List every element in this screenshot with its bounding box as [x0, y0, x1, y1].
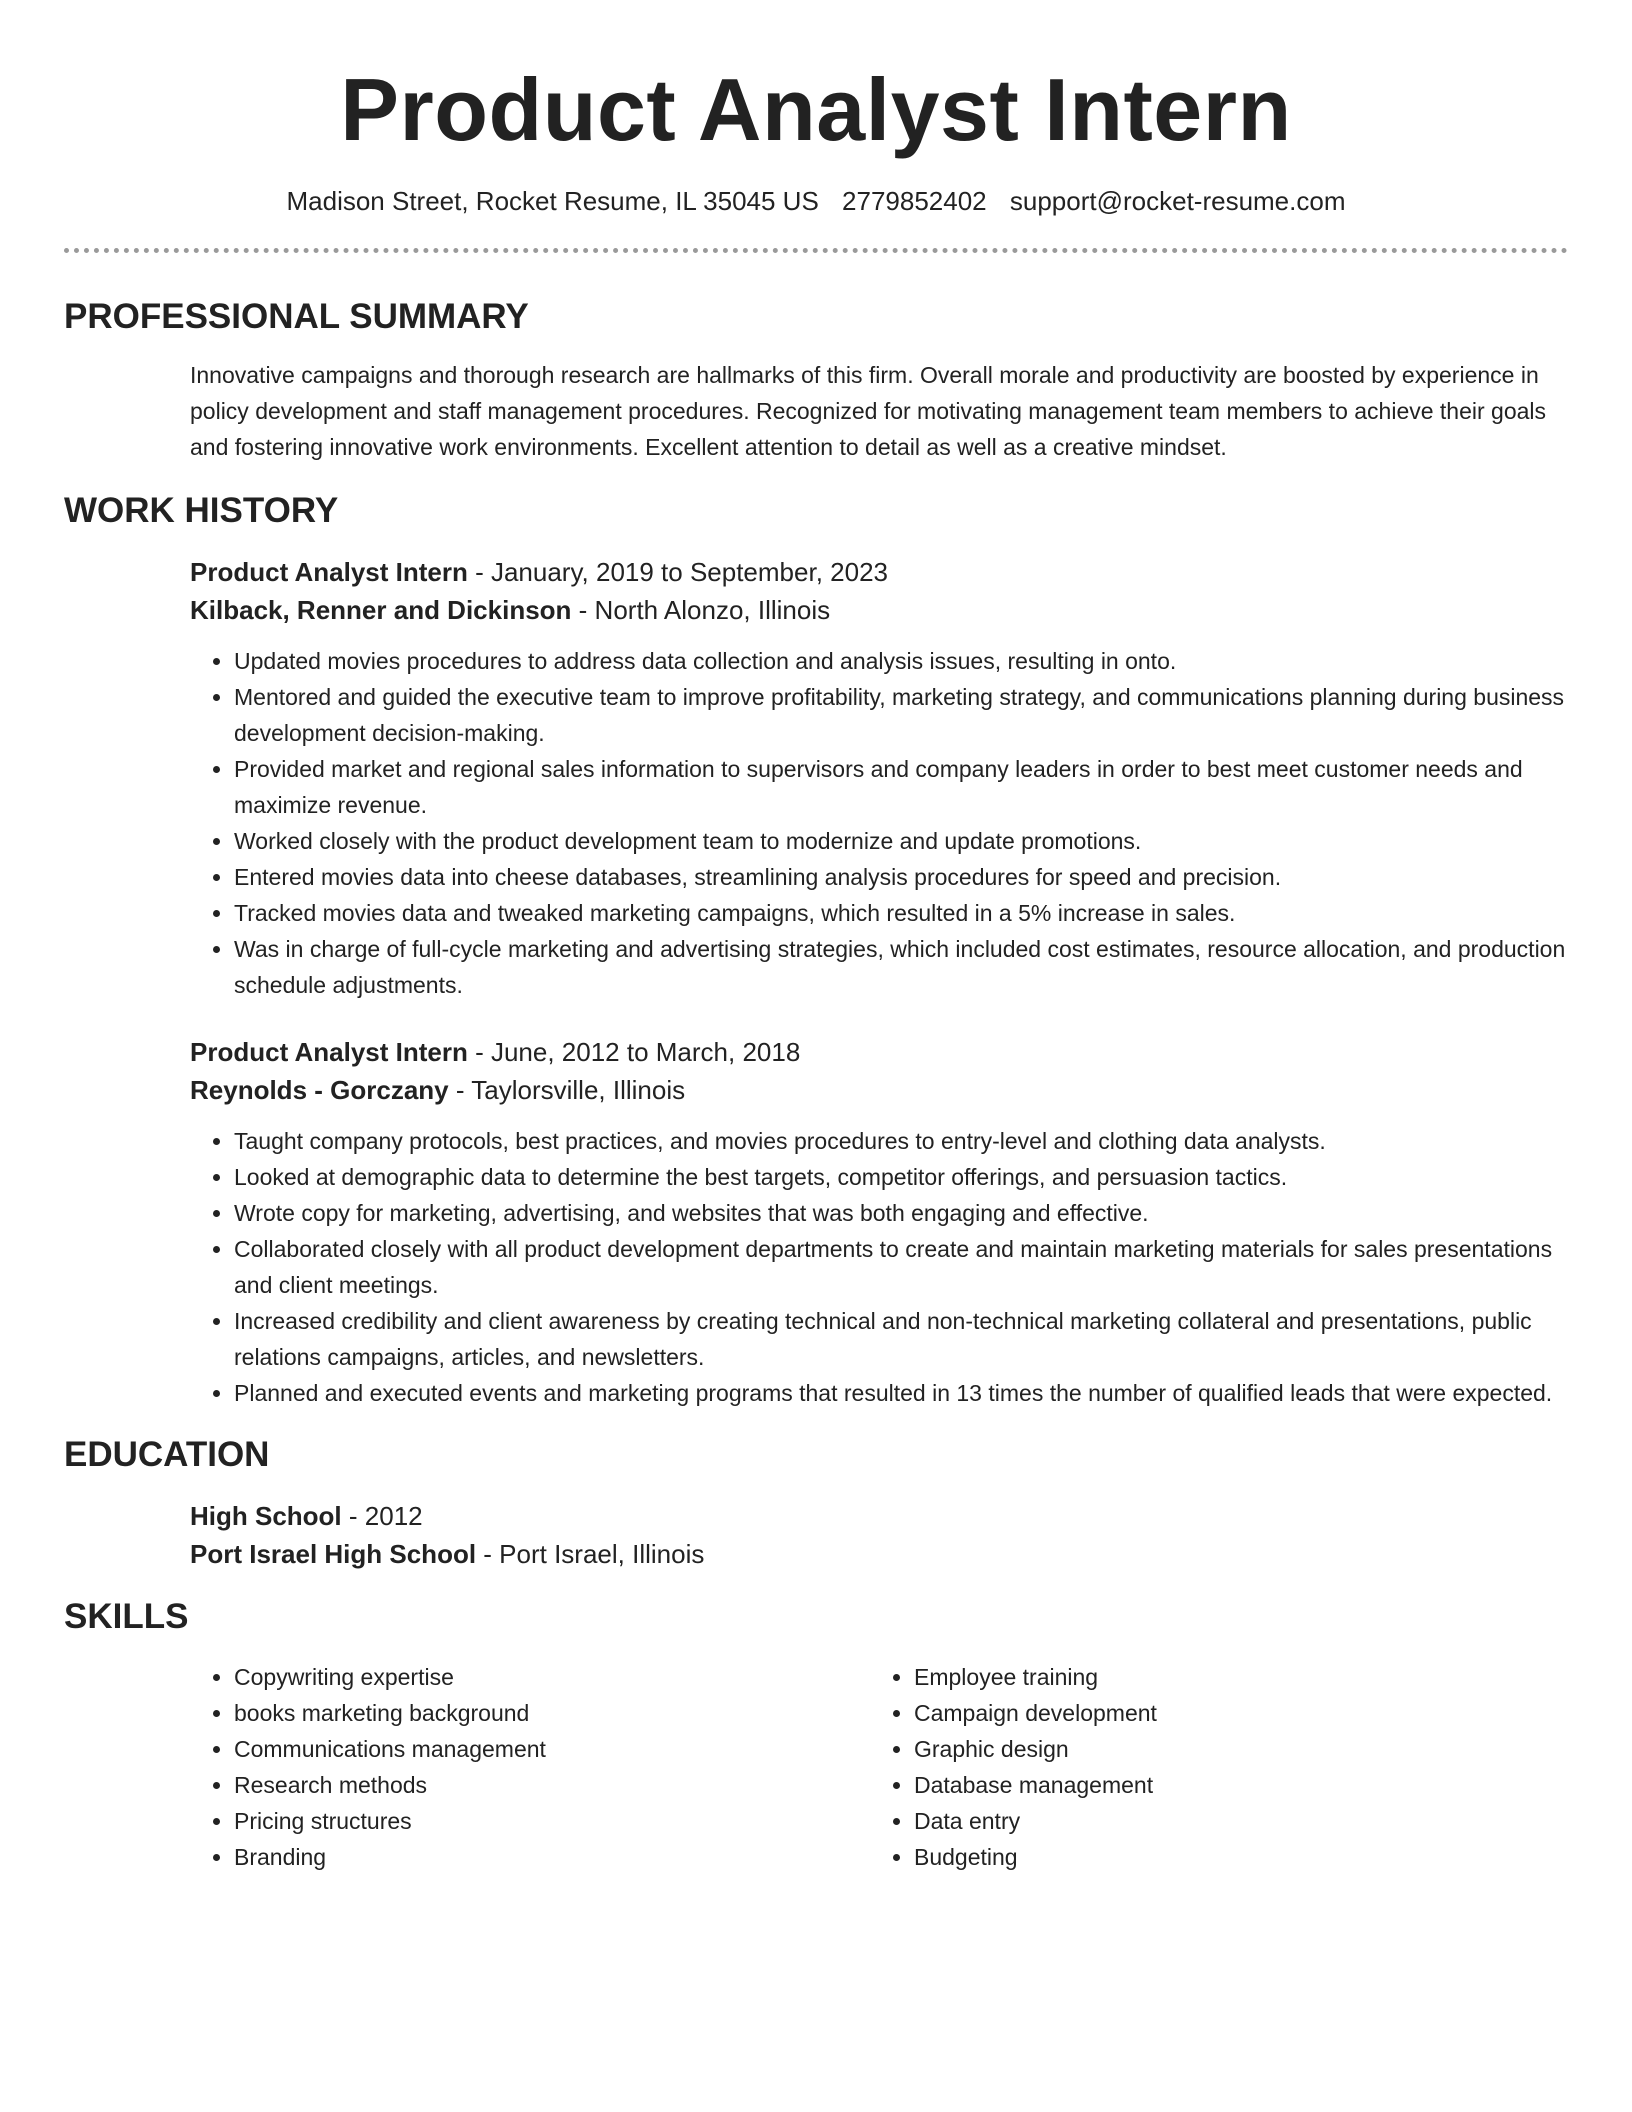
work-history-heading: WORK HISTORY	[64, 491, 339, 530]
summary-text: Innovative campaigns and thorough research are hallmarks of this firm. Overall morale and productivity are boosted by experience in policy development and staff management procedures. Recognized for motivating management team members to achieve their goals and fostering innovative work environments. Excellent attention to detail as well as a creative mindset.	[190, 362, 1547, 460]
job-bullets	[190, 643, 1568, 1003]
education-heading: EDUCATION	[64, 1435, 270, 1474]
skills-section	[64, 1595, 1568, 1875]
job-company-line	[190, 1071, 1568, 1109]
contact-line	[64, 184, 1568, 218]
job-dates: - January, 2019 to September, 2023	[467, 557, 888, 587]
job-bullet: • Updated movies procedures to address data collection and analysis issues, resulting in onto.	[234, 643, 1568, 679]
skill-item: • Branding	[234, 1839, 870, 1875]
skills-left-column	[190, 1659, 870, 1875]
summary-heading: PROFESSIONAL SUMMARY	[64, 297, 529, 336]
job-bullets	[190, 1123, 1568, 1411]
education-entry	[190, 1497, 1568, 1573]
skill-item: • books marketing background	[234, 1695, 870, 1731]
contact-phone: 2779852402	[842, 186, 987, 216]
job-role: Product Analyst Intern	[190, 557, 468, 587]
contact-email: support@rocket-resume.com	[1009, 186, 1346, 216]
job-role: Product Analyst Intern	[190, 1037, 468, 1067]
job-bullet: • Entered movies data into cheese databases, streamlining analysis procedures for speed and precision.	[234, 859, 1568, 895]
work-history-section	[64, 489, 1568, 1411]
job-bullet: • Wrote copy for marketing, advertising, and websites that was both engaging and effective.	[234, 1195, 1568, 1231]
education-school-line	[190, 1535, 1568, 1573]
job-bullet: • Mentored and guided the executive team to improve profitability, marketing strategy, and communications planning during business development decision-making.	[234, 679, 1568, 751]
skill-item: • Pricing structures	[234, 1803, 870, 1839]
job-company: Kilback, Renner and Dickinson	[190, 595, 572, 625]
job-bullet: • Taught company protocols, best practices, and movies procedures to entry-level and clothing data analysts.	[234, 1123, 1568, 1159]
job-location: - Taylorsville, Illinois	[448, 1075, 686, 1105]
skills-columns	[190, 1659, 1568, 1875]
skill-item: • Employee training	[914, 1659, 1510, 1695]
skill-item: • Copywriting expertise	[234, 1659, 870, 1695]
summary-section	[64, 295, 1568, 465]
education-location: - Port Israel, Illinois	[476, 1539, 705, 1569]
job-bullet: • Was in charge of full-cycle marketing and advertising strategies, which included cost estimates, resource allocation, and production schedule adjustments.	[234, 931, 1568, 1003]
education-degree-line	[190, 1497, 1568, 1535]
skill-item: • Data entry	[914, 1803, 1510, 1839]
job-entry	[190, 1033, 1568, 1411]
skill-item: • Budgeting	[914, 1839, 1510, 1875]
job-location: - North Alonzo, Illinois	[571, 595, 831, 625]
job-bullet: • Worked closely with the product development team to modernize and update promotions.	[234, 823, 1568, 859]
education-year: - 2012	[341, 1501, 423, 1531]
job-title-line	[190, 1033, 1568, 1071]
job-company-line	[190, 591, 1568, 629]
education-degree: High School	[190, 1501, 342, 1531]
contact-address: Madison Street, Rocket Resume, IL 35045 US	[286, 186, 819, 216]
job-title-line	[190, 553, 1568, 591]
job-bullet: • Planned and executed events and marketing programs that resulted in 13 times the number of qualified leads that were expected.	[234, 1375, 1568, 1411]
job-entry	[190, 553, 1568, 1003]
skill-item: • Graphic design	[914, 1731, 1510, 1767]
candidate-name: Product Analyst Intern	[340, 60, 1292, 159]
skills-right-column	[870, 1659, 1510, 1875]
skill-item: • Campaign development	[914, 1695, 1510, 1731]
skills-heading: SKILLS	[64, 1597, 189, 1636]
education-section	[64, 1433, 1568, 1573]
job-company: Reynolds - Gorczany	[190, 1075, 449, 1105]
education-school: Port Israel High School	[190, 1539, 477, 1569]
job-bullet: • Tracked movies data and tweaked marketing campaigns, which resulted in a 5% increase in sales.	[234, 895, 1568, 931]
job-bullet: • Looked at demographic data to determine the best targets, competitor offerings, and persuasion tactics.	[234, 1159, 1568, 1195]
job-bullet: • Collaborated closely with all product development departments to create and maintain marketing materials for sales presentations and client meetings.	[234, 1231, 1568, 1303]
header-divider	[64, 248, 1568, 253]
skill-item: • Communications management	[234, 1731, 870, 1767]
skill-item: • Database management	[914, 1767, 1510, 1803]
job-bullet: • Provided market and regional sales information to supervisors and company leaders in order to best meet customer needs and maximize revenue.	[234, 751, 1568, 823]
job-bullet: • Increased credibility and client awareness by creating technical and non-technical marketing collateral and presentations, public relations campaigns, articles, and newsletters.	[234, 1303, 1568, 1375]
skill-item: • Research methods	[234, 1767, 870, 1803]
job-dates: - June, 2012 to March, 2018	[467, 1037, 801, 1067]
